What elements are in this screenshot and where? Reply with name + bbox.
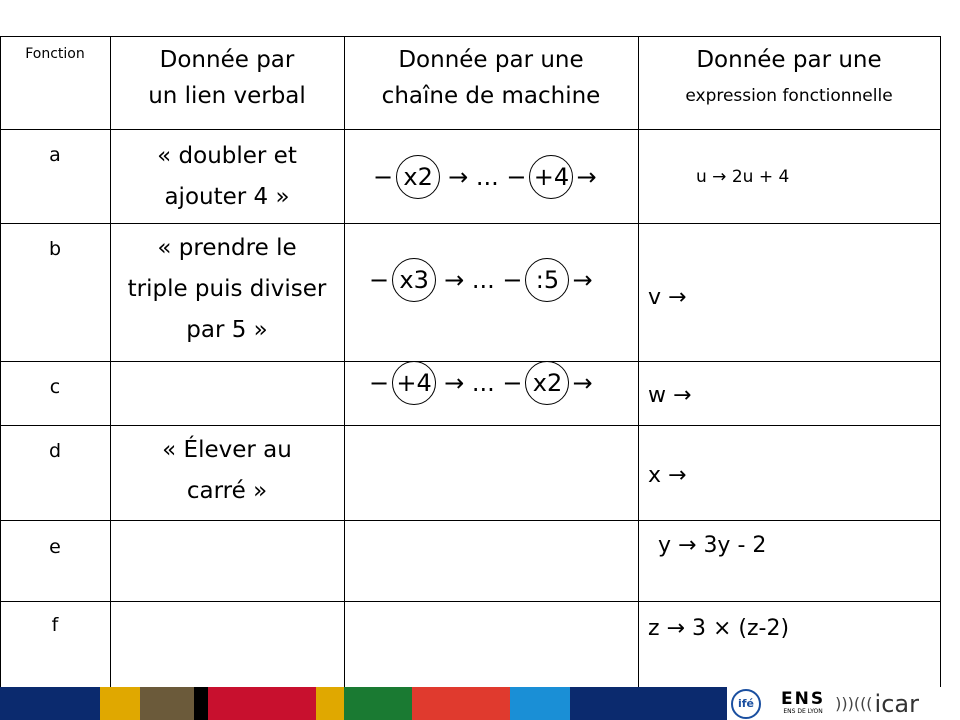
header-verbal-line2: un lien verbal [148,83,306,109]
row-d-verbal-line1: « Élever au [162,437,292,463]
row-f-expression: z → 3 × (z-2) [648,616,790,641]
row-e-label: e [49,536,61,558]
footer-band [100,687,140,720]
row-a-verbal-line2: ajouter 4 » [164,184,290,210]
row-b-verbal-line2: triple puis diviser [127,276,327,302]
footer-logos [727,687,960,720]
machine-circle-2: x2 [525,361,569,405]
footer-band [140,687,194,720]
machine-circle-2: +4 [529,155,573,199]
header-verbal [110,42,344,114]
row-d-expression: x → [648,463,687,488]
row-a-label: a [49,144,61,166]
machine-circle-1: x2 [396,155,440,199]
icar-waves-icon: )))((( [835,694,873,713]
footer-band [0,687,100,720]
header-fonction: Fonction [25,46,85,62]
header-expression-line2: expression fonctionnelle [685,86,893,106]
row-a-verbal-line1: « doubler et [157,143,297,169]
icar-logo: icar [874,689,919,718]
row-b-verbal-line3: par 5 » [186,317,268,343]
row-divider [0,223,941,224]
header-chain-line1: Donnée par une [398,47,584,73]
row-a-verbal [110,136,344,218]
row-divider [0,601,941,602]
row-b-verbal-line1: « prendre le [157,235,297,261]
row-d-verbal [110,430,344,512]
row-b-verbal [110,228,344,351]
ens-logo [781,691,825,716]
footer-band [570,687,727,720]
header-verbal-line1: Donnée par [159,47,295,73]
row-divider [0,129,941,130]
ens-logo-text: ENS [781,689,826,709]
chain-end-arrow: → [572,266,593,294]
footer-band [316,687,344,720]
row-e-expression: y → 3y - 2 [658,533,767,558]
chain-start-dash: − [369,266,390,294]
row-c-machine-chain [366,361,596,405]
row-divider [0,425,941,426]
machine-circle-1: x3 [392,258,436,302]
chain-start-dash: − [373,163,394,191]
row-d-verbal-line2: carré » [186,478,268,504]
ens-logo-subtext: ENS DE LYON [783,708,823,715]
chain-dots: → ... − [444,266,523,294]
ife-logo: ifé [731,689,761,719]
row-a-machine-chain [370,155,600,199]
header-chain [344,42,638,114]
row-b-label: b [48,238,62,260]
footer-band [194,687,208,720]
row-divider [0,36,941,37]
row-f-label: f [51,614,59,636]
row-a-expression: u → 2u + 4 [696,167,790,187]
function-table [0,36,941,687]
chain-start-dash: − [369,369,390,397]
footer-band [412,687,510,720]
header-expression [638,42,940,114]
row-b-machine-chain [366,258,596,302]
footer-band [510,687,570,720]
chain-dots: → ... − [444,369,523,397]
row-divider [0,520,941,521]
machine-circle-2: :5 [525,258,569,302]
footer-band [344,687,412,720]
header-chain-line2: chaîne de machine [381,83,601,109]
chain-end-arrow: → [572,369,593,397]
row-c-label: c [49,376,61,398]
header-expression-line1: Donnée par une [696,47,882,73]
footer-band [208,687,316,720]
row-c-expression: w → [648,383,692,408]
chain-end-arrow: → [576,163,597,191]
row-d-label: d [48,440,62,462]
row-b-expression: v → [648,285,687,310]
chain-dots: → ... − [448,163,527,191]
machine-circle-1: +4 [392,361,436,405]
